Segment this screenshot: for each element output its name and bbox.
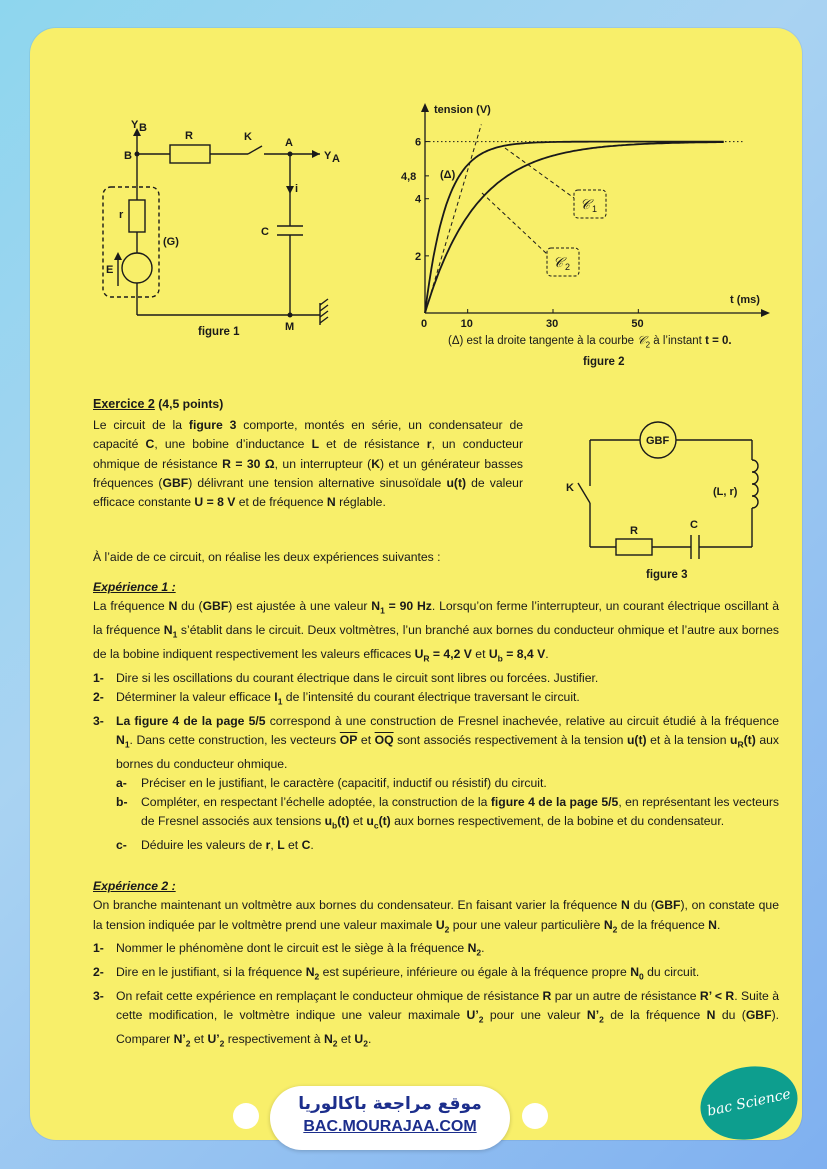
exercise-title-text: Exercice 2	[93, 397, 155, 411]
fig1-label-i: i	[295, 183, 299, 195]
text-run: de la fréquence	[617, 917, 709, 932]
question-item	[93, 963, 779, 987]
fig1-label-k: K	[244, 131, 252, 143]
note-curve-sub: 2	[645, 340, 651, 350]
chart-c1-label: 𝒞	[580, 197, 591, 213]
text-run: et à la tension	[646, 732, 731, 747]
text-run: de valeur efficace constante	[93, 475, 524, 510]
text-run: 1	[172, 629, 178, 640]
text-run: = 8,4 V	[502, 646, 546, 661]
question-number: 3-	[93, 713, 104, 728]
exercise-intro	[93, 416, 523, 512]
text-run: comporte, montés en série, un condensateur de capacité	[93, 418, 523, 452]
text-run: N	[326, 495, 336, 510]
x-tick-label: 0	[421, 318, 428, 330]
experience-2-items	[93, 939, 779, 1053]
fig1-label-rsmall: r	[119, 209, 124, 221]
footer-url-link[interactable]: BAC.MOURAJAA.COM	[303, 1118, 477, 1135]
text-run: sont associés respectivement à la tension	[393, 732, 627, 747]
text-run: 2	[444, 924, 450, 935]
text-run: ) délivrant une tension alternative sinusoïdale	[188, 475, 447, 490]
text-run: Préciser en le justifiant, le caractère (capacitif, inductif ou résistif) du circuit.	[141, 775, 547, 790]
text-run: r	[265, 838, 271, 853]
text-run: et	[471, 646, 489, 661]
text-run: 2	[219, 1038, 225, 1049]
note-suffix: à l’instant	[650, 335, 706, 347]
text-run: N’	[173, 1031, 186, 1046]
text-run: R	[542, 988, 552, 1003]
text-run: On refait cette expérience en remplaçant le conducteur ohmique de résistance	[116, 988, 543, 1003]
text-run: 2	[314, 971, 320, 982]
text-run: , un conducteur ohmique de résistance	[93, 437, 523, 471]
text-run: et	[190, 1031, 208, 1046]
text-run: GBF	[654, 898, 681, 913]
text-run: Dire en le justifiant, si la fréquence	[116, 965, 306, 980]
text-run: C	[145, 437, 155, 452]
text-run: R	[737, 739, 744, 750]
text-run: N’	[586, 1008, 600, 1023]
text-run: N	[163, 623, 173, 638]
text-run: r	[426, 437, 432, 452]
text-run: GBF	[162, 475, 189, 490]
text-run: 2	[476, 947, 482, 958]
text-run: .	[310, 838, 314, 853]
text-run: I	[274, 689, 278, 704]
text-run: U’	[207, 1031, 220, 1046]
experience-2-block	[93, 877, 779, 1054]
text-run: L	[277, 838, 285, 853]
text-run: est supérieure, inférieure ou égale à la fréquence propre	[319, 965, 631, 980]
note-curve: 𝒞	[637, 333, 646, 347]
text-run: du (	[177, 599, 203, 614]
text-run: de l’intensité du courant électrique traversant le circuit.	[282, 689, 580, 704]
fig1-label-yb-sub: B	[139, 122, 147, 134]
experience-1-subitems	[93, 774, 779, 856]
question-item	[93, 688, 779, 712]
question-number: 1-	[93, 941, 104, 956]
text-run: u	[366, 814, 374, 829]
text-run: C	[301, 838, 311, 853]
fig1-label-c: C	[261, 226, 269, 238]
text-run: U	[354, 1031, 364, 1046]
text-run: 2	[599, 1014, 604, 1025]
text-run: 0	[639, 971, 644, 982]
text-run: réglable.	[335, 495, 386, 510]
question-item	[93, 836, 779, 855]
site-logo-left	[233, 1103, 259, 1129]
text-run: 2	[185, 1038, 191, 1049]
text-run: pour une valeur particulière	[449, 917, 604, 932]
text-run: , en représentant les vecteurs de Fresnel associés aux tensions	[141, 795, 779, 829]
chart-tangent-label: (Δ)	[440, 169, 456, 181]
text-run: (t)	[378, 814, 391, 829]
fig1-label-ya: Y	[324, 150, 332, 162]
text-run: R	[423, 653, 430, 664]
text-run: ,	[270, 838, 278, 853]
text-run: 2	[332, 1038, 338, 1049]
text-run: (t)	[337, 814, 350, 829]
text-run: N	[603, 917, 613, 932]
x-tick-label: 10	[460, 318, 473, 330]
fig1-label-b: B	[124, 150, 132, 162]
text-run: GBF	[745, 1008, 772, 1023]
text-run: U	[435, 917, 445, 932]
text-run: u	[730, 732, 738, 747]
y-tick-label: 2	[415, 250, 422, 263]
text-run: Déduire les valeurs de	[141, 838, 266, 853]
note-prefix: (Δ) est la droite tangente à la courbe	[448, 335, 635, 347]
text-run: , une bobine d’inductance	[154, 437, 312, 452]
text-run: du (	[629, 898, 655, 913]
text-run: (t)	[743, 732, 756, 747]
text-run: ). Comparer	[116, 1008, 780, 1046]
text-run: , un interrupteur (	[274, 456, 372, 471]
text-run: N	[371, 599, 381, 614]
text-run: .	[545, 646, 549, 661]
text-run: L	[311, 437, 320, 452]
text-run: U’	[466, 1008, 479, 1023]
text-run: = 90 Hz	[384, 599, 432, 614]
text-run: par un autre de résistance	[551, 988, 700, 1003]
text-run: 1	[124, 739, 130, 750]
x-tick-label: 30	[546, 318, 559, 330]
text-run: Le circuit de la	[93, 418, 189, 432]
text-run: R = 30 Ω	[222, 456, 275, 471]
text-run: du circuit.	[643, 965, 700, 980]
figure-3-caption: figure 3	[646, 569, 688, 581]
question-number: 2-	[93, 965, 104, 980]
chart-c2-sub: 2	[565, 262, 571, 272]
exercise-points: (4,5 points)	[154, 397, 224, 411]
text-run: et	[357, 732, 375, 747]
text-run: = 4,2 V	[429, 646, 472, 661]
fig1-label-g: (G)	[163, 236, 179, 248]
text-run: u	[324, 814, 333, 829]
site-logo-right	[522, 1103, 548, 1129]
text-run: s’établit dans le circuit. Deux voltmètres, l’un branché aux bornes du conducteur ohmique et l’autre aux bornes de la bobine indiquent respectivement les valeurs efficaces	[93, 623, 779, 661]
question-item	[93, 793, 779, 836]
text-run: aux bornes respectivement, de la bobine et du condensateur.	[390, 814, 725, 829]
text-run: figure 4 de la page 5/5	[490, 795, 619, 810]
text-run: ) est ajustée à une valeur	[228, 599, 372, 614]
document-page	[30, 28, 802, 1140]
fig1-label-yb: Y	[131, 119, 139, 131]
exercise-title	[93, 395, 553, 414]
text-run: U	[488, 646, 498, 661]
text-run: u(t)	[626, 732, 647, 747]
fig3-label-lr: (L, r)	[713, 486, 738, 498]
text-run: 2	[612, 924, 618, 935]
question-item	[93, 987, 779, 1054]
question-number: a-	[116, 775, 127, 790]
text-run: . Lorsqu’on ferme l’interrupteur, un courant électrique oscillant à la fréquence	[93, 599, 779, 638]
text-run: $\overline{OP}$	[339, 732, 358, 747]
text-run: N	[630, 965, 640, 980]
note-bold: t = 0.	[705, 335, 732, 347]
text-run: U	[414, 646, 424, 661]
fig3-label-r: R	[630, 525, 638, 537]
text-run: K	[371, 456, 380, 471]
text-run: et	[284, 838, 302, 853]
fig3-label-c: C	[690, 519, 698, 531]
text-run: correspond à une construction de Fresnel inachevée, relative au circuit étudié à la fréquence	[265, 713, 779, 728]
fig3-label-k: K	[566, 482, 574, 494]
fig1-label-r: R	[185, 130, 193, 142]
chart-xlabel: t (ms)	[730, 294, 760, 306]
text-run: et de résistance	[319, 437, 427, 452]
text-run: u(t)	[446, 475, 467, 490]
fig1-label-e: E	[106, 264, 114, 276]
text-run: . Dans cette construction, les vecteurs	[129, 732, 340, 747]
text-run: .	[367, 1031, 372, 1046]
question-number: c-	[116, 838, 127, 853]
text-run: N	[168, 599, 178, 614]
text-run: N	[116, 732, 125, 747]
text-run: On branche maintenant un voltmètre aux bornes du condensateur. En faisant varier la fréquence	[93, 898, 621, 913]
experience-1-block	[93, 578, 779, 855]
text-run: du (	[715, 1008, 746, 1023]
text-run: b	[497, 653, 503, 664]
text-run: N	[323, 1031, 333, 1046]
text-run: figure 3	[188, 418, 237, 432]
text-run: b	[332, 820, 338, 831]
text-run: 1	[277, 696, 283, 707]
text-run: c	[373, 820, 379, 831]
x-tick-label: 50	[631, 318, 644, 330]
y-tick-label: 4,8	[401, 170, 417, 183]
text-run: et	[349, 814, 367, 829]
text-run: Déterminer la valeur efficace	[116, 689, 275, 704]
text-run: N	[620, 898, 630, 913]
text-run: N	[467, 941, 477, 956]
question-item	[93, 774, 779, 793]
text-run: Dire si les oscillations du courant électrique dans le circuit sont libres ou forcées. Justifier.	[116, 670, 599, 685]
text-run: et de fréquence	[235, 495, 327, 510]
text-run: R’ < R	[699, 988, 735, 1003]
text-run: ) et un générateur basses fréquences (	[93, 456, 524, 490]
text-run: U = 8 V	[194, 495, 236, 510]
question-item	[93, 712, 779, 774]
fig1-label-a: A	[285, 137, 293, 149]
text-run: N	[305, 965, 315, 980]
text-run: $\overline{OQ}$	[374, 732, 394, 747]
text-run: Nommer le phénomène dont le circuit est le siège à la fréquence	[116, 941, 468, 956]
badge-text: bac Science	[705, 1086, 793, 1120]
chart-ylabel: tension (V)	[434, 104, 491, 116]
exercise-intro-2: À l’aide de ce circuit, on réalise les deux expériences suivantes :	[93, 550, 441, 564]
chart-c1-sub: 1	[592, 204, 598, 214]
text-run: 2	[363, 1038, 368, 1049]
figure-1-caption: figure 1	[198, 326, 240, 338]
text-run: respectivement à	[224, 1031, 324, 1046]
figure-2-caption: figure 2	[583, 356, 625, 368]
text-run: La figure 4 de la page 5/5	[116, 713, 266, 728]
text-run: N	[706, 1008, 716, 1023]
question-number: 2-	[93, 689, 104, 704]
chart-c2-label: 𝒞	[553, 255, 564, 271]
text-run: .	[716, 917, 721, 932]
question-number: 3-	[93, 988, 104, 1003]
question-number: b-	[116, 795, 128, 810]
fig1-label-m: M	[285, 321, 295, 333]
text-run: 1	[380, 605, 385, 616]
y-tick-label: 4	[415, 193, 422, 206]
text-run: GBF	[202, 599, 229, 614]
fig3-label-gbf: GBF	[646, 435, 670, 447]
text-run: Compléter, en respectant l’échelle adoptée, la construction de la	[141, 795, 491, 810]
text-run: pour une valeur	[483, 1008, 587, 1023]
question-item	[93, 669, 779, 688]
experience-1-title: Expérience 1 :	[93, 580, 176, 594]
fig1-label-ya-sub: A	[332, 153, 340, 165]
footer-arabic-title: موقع مراجعة باكالوريا	[298, 1094, 482, 1114]
question-item	[93, 939, 779, 963]
text-run: . Suite à cette modification, le voltmètre indique une valeur maximale	[116, 988, 779, 1023]
text-run: La fréquence	[93, 599, 169, 614]
experience-2-title: Expérience 2 :	[93, 879, 176, 893]
experience-1-items	[93, 669, 779, 774]
text-run: de la fréquence	[603, 1008, 707, 1023]
text-run: N	[708, 917, 717, 932]
y-tick-label: 6	[415, 136, 422, 149]
text-run: .	[481, 941, 485, 956]
text-run: et	[337, 1031, 355, 1046]
question-number: 1-	[93, 670, 104, 685]
text-run: ), on constate que la tension indiquée par le voltmètre prend une valeur maximale	[93, 898, 779, 932]
experience-1-text	[93, 597, 779, 668]
text-run: 2	[478, 1014, 484, 1025]
text-run: aux bornes du conducteur ohmique.	[116, 732, 779, 771]
site-footer-banner[interactable]	[270, 1086, 510, 1150]
experience-2-text	[93, 896, 779, 939]
